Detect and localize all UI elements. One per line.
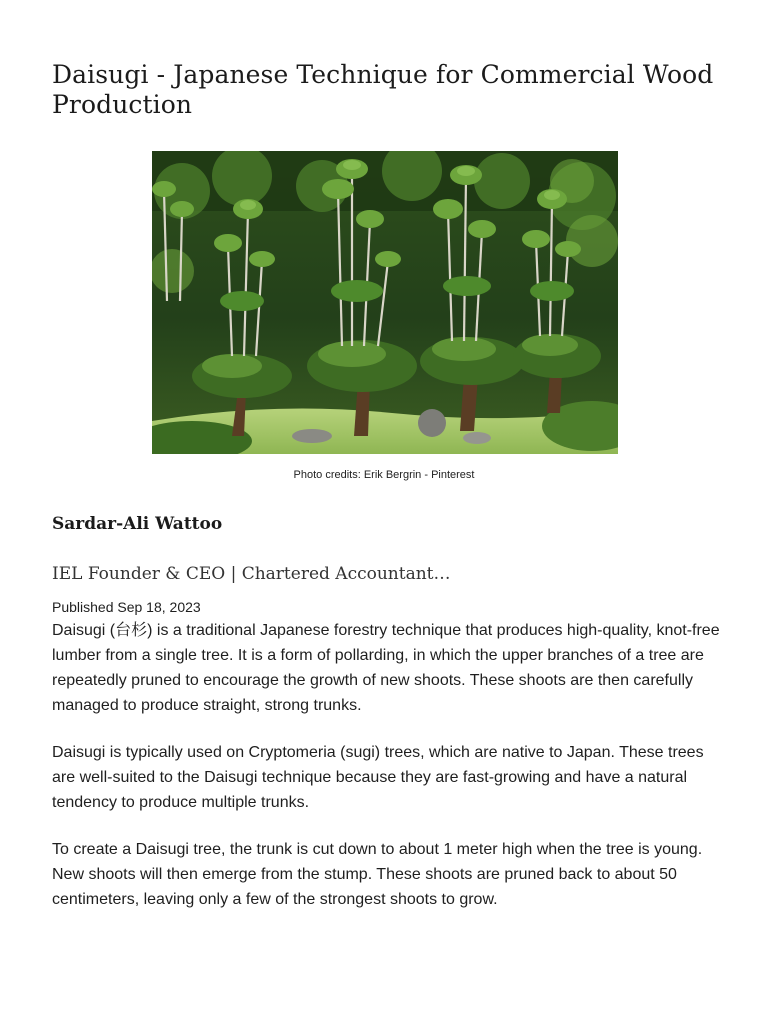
published-date: Published Sep 18, 2023: [52, 599, 201, 615]
image-caption: Photo credits: Erik Bergrin - Pinterest: [293, 469, 475, 481]
article-body: [52, 618, 722, 934]
daisugi-trees-photo: [152, 151, 618, 454]
paragraph: Daisugi (台杉) is a traditional Japanese forestry technique that produces high-quality, knot-free lumber from a single tree. It is a form of pollarding, in which the upper branches of a tree are repeatedly pruned to encourage the growth of new shoots. These shoots are then carefully managed to produce straight, strong trunks.: [52, 622, 720, 714]
paragraph: To create a Daisugi tree, the trunk is cut down to about 1 meter high when the tree is young. New shoots will then emerge from the stump. These shoots are pruned back to about 50 centimeters, leaving only a few of the strongest shoots to grow.: [52, 841, 703, 908]
author-headline: IEL Founder & CEO | Chartered Accountant…: [52, 564, 451, 584]
article-title: Daisugi - Japanese Technique for Commercial Wood Production: [52, 60, 714, 119]
paragraph: Daisugi is typically used on Cryptomeria (sugi) trees, which are native to Japan. These trees are well-suited to the Daisugi technique because they are fast-growing and have a natural tendency to produce multiple trunks.: [52, 744, 704, 811]
article-cover-image: [152, 151, 618, 454]
author-name[interactable]: Sardar-Ali Wattoo: [52, 514, 223, 534]
